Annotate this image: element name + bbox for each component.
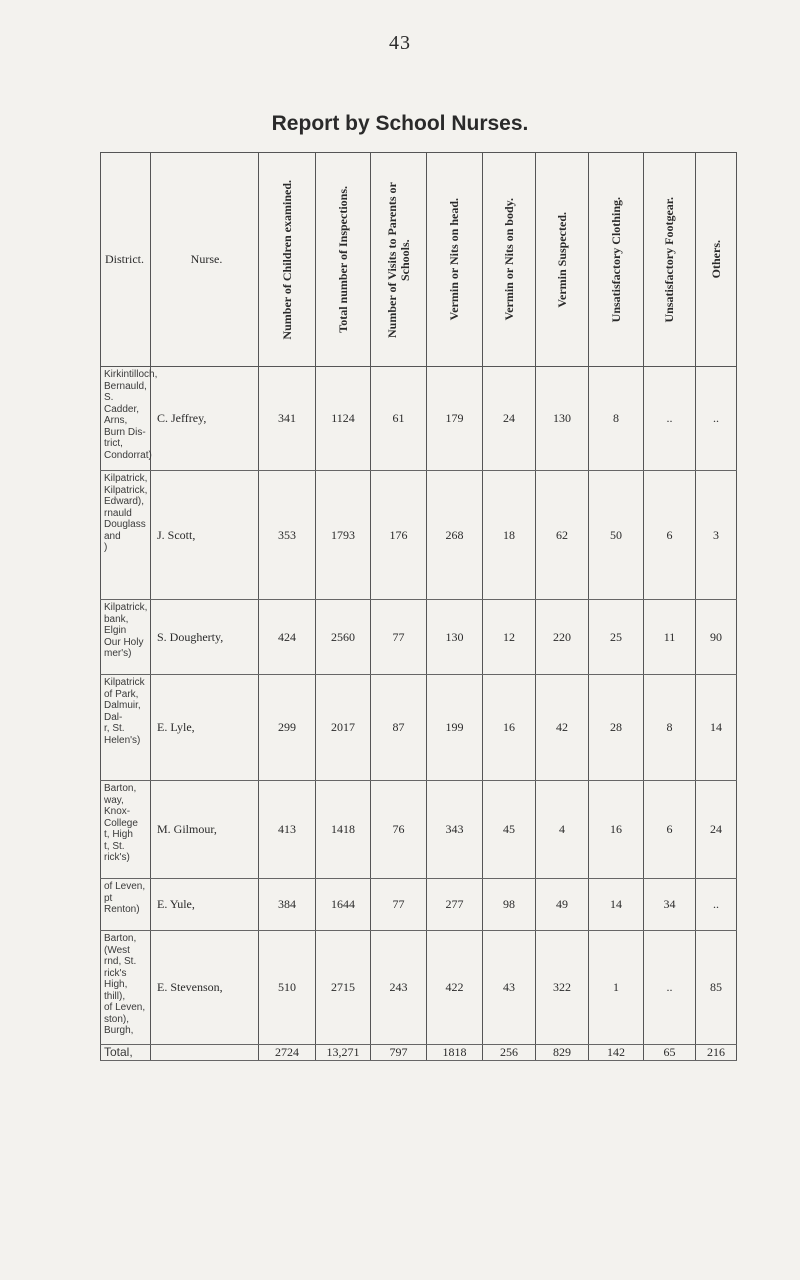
district-line: ) [104,542,108,553]
table-row [101,879,737,931]
district-line: Kilpatrick, [104,484,148,496]
table-body [101,367,737,1061]
others-cell: 24 [696,781,737,879]
district-line: trict, Condorrat) [104,438,152,461]
visits-cell: 61 [371,367,427,471]
district-line: of Leven, [104,1002,146,1013]
vermin-suspected-cell: 322 [536,931,589,1045]
table-row [101,600,737,675]
footgear-cell: 11 [644,600,696,675]
district-line: of Leven, [104,881,146,892]
total-vermin-body: 256 [483,1045,536,1061]
children-examined-cell: 299 [259,675,316,781]
header-nurse: Nurse. [151,153,259,367]
vermin-body-cell: 16 [483,675,536,781]
district-line: Kilpatrick, [104,473,148,484]
clothing-cell: 8 [589,367,644,471]
vermin-suspected-cell: 49 [536,879,589,931]
children-examined-cell: 424 [259,600,316,675]
nurse-cell: E. Yule, [151,879,259,931]
footgear-cell: 8 [644,675,696,781]
district-line: rnauld [104,507,132,519]
district-line: ston), [104,1013,130,1025]
others-cell: 14 [696,675,737,781]
clothing-cell: 28 [589,675,644,781]
total-others: 216 [696,1045,737,1061]
total-clothing: 142 [589,1045,644,1061]
table-row [101,367,737,471]
clothing-cell: 25 [589,600,644,675]
total-row [101,1045,737,1061]
table-row [101,931,737,1045]
district-line: rick's High, [104,967,128,990]
total-footgear: 65 [644,1045,696,1061]
header-children-examined: Number of Children examined. [259,153,316,367]
district-cell [101,931,151,1045]
header-vermin-body: Vermin or Nits on body. [483,153,536,367]
vermin-suspected-cell: 42 [536,675,589,781]
district-line: mer's) [104,648,132,659]
district-line: pt Renton) [104,892,140,915]
children-examined-cell: 341 [259,367,316,471]
vermin-body-cell: 18 [483,471,536,600]
clothing-cell: 1 [589,931,644,1045]
others-cell: 85 [696,931,737,1045]
district-line: Our Holy [104,636,144,648]
total-visits: 797 [371,1045,427,1061]
inspections-cell: 2715 [316,931,371,1045]
total-nurse-empty [151,1045,259,1061]
visits-cell: 243 [371,931,427,1045]
district-line: Kirkintilloch, [104,369,158,380]
district-line: Burn Dis- [104,426,146,438]
district-line: Kilpatrick, [104,602,148,613]
district-cell [101,781,151,879]
district-line: Helen's) [104,734,141,746]
district-line: Edward), [104,496,145,507]
district-line: bank, Elgin [104,613,129,636]
visits-cell: 77 [371,600,427,675]
district-line: thill), [104,990,126,1002]
header-others: Others. [696,153,737,367]
footgear-cell: 34 [644,879,696,931]
nurse-cell: C. Jeffrey, [151,367,259,471]
inspections-cell: 1124 [316,367,371,471]
nurse-cell: M. Gilmour, [151,781,259,879]
district-line: way, Knox- [104,794,131,817]
district-line: Douglass and [104,519,146,542]
total-label: Total, [101,1045,151,1061]
children-examined-cell: 413 [259,781,316,879]
total-vermin-suspected: 829 [536,1045,589,1061]
header-vermin-head: Vermin or Nits on head. [427,153,483,367]
visits-cell: 77 [371,879,427,931]
header-vermin-suspected: Vermin Suspected. [536,153,589,367]
header-district: District. [101,153,151,367]
school-nurses-report-table [100,152,737,1061]
vermin-head-cell: 277 [427,879,483,931]
vermin-head-cell: 268 [427,471,483,600]
children-examined-cell: 510 [259,931,316,1045]
total-children-examined: 2724 [259,1045,316,1061]
nurse-cell: E. Stevenson, [151,931,259,1045]
header-visits: Number of Visits to Parents or Schools. [371,153,427,367]
visits-cell: 176 [371,471,427,600]
visits-cell: 87 [371,675,427,781]
nurse-cell: S. Dougherty, [151,600,259,675]
footgear-cell: 6 [644,471,696,600]
district-line: Dalmuir, Dal- [104,700,141,723]
vermin-suspected-cell: 220 [536,600,589,675]
header-clothing: Unsatisfactory Clothing. [589,153,644,367]
header-footgear: Unsatisfactory Footgear. [644,153,696,367]
footgear-cell: .. [644,931,696,1045]
district-line: Cadder, Arns, [104,403,140,426]
others-cell: .. [696,879,737,931]
clothing-cell: 14 [589,879,644,931]
district-line: t, High [104,829,133,840]
vermin-head-cell: 422 [427,931,483,1045]
district-line: Burgh, [104,1025,134,1036]
footgear-cell: .. [644,367,696,471]
district-line: Kilpatrick [104,677,145,688]
inspections-cell: 1418 [316,781,371,879]
total-vermin-head: 1818 [427,1045,483,1061]
district-cell [101,600,151,675]
district-line: of Park, [104,688,139,700]
header-row [101,153,737,367]
nurse-cell: J. Scott, [151,471,259,600]
page-number: 43 [389,32,411,54]
table-row [101,471,737,600]
header-inspections: Total number of Inspections. [316,153,371,367]
clothing-cell: 16 [589,781,644,879]
children-examined-cell: 384 [259,879,316,931]
vermin-body-cell: 12 [483,600,536,675]
vermin-body-cell: 43 [483,931,536,1045]
vermin-suspected-cell: 62 [536,471,589,600]
district-line: rnd, St. [104,956,137,967]
inspections-cell: 1793 [316,471,371,600]
others-cell: .. [696,367,737,471]
vermin-head-cell: 199 [427,675,483,781]
vermin-suspected-cell: 4 [536,781,589,879]
district-line: Barton, [104,783,137,794]
vermin-body-cell: 45 [483,781,536,879]
district-cell [101,879,151,931]
district-line: College [104,817,138,829]
district-cell [101,471,151,600]
report-title: Report by School Nurses. [271,112,529,135]
total-inspections: 13,271 [316,1045,371,1061]
clothing-cell: 50 [589,471,644,600]
district-line: Barton, (West [104,933,137,956]
inspections-cell: 2017 [316,675,371,781]
vermin-head-cell: 343 [427,781,483,879]
visits-cell: 76 [371,781,427,879]
vermin-body-cell: 98 [483,879,536,931]
children-examined-cell: 353 [259,471,316,600]
others-cell: 3 [696,471,737,600]
others-cell: 90 [696,600,737,675]
district-line: r, St. [104,723,125,734]
vermin-body-cell: 24 [483,367,536,471]
nurse-cell: E. Lyle, [151,675,259,781]
district-cell [101,675,151,781]
district-line: t, St. [104,840,125,852]
footgear-cell: 6 [644,781,696,879]
vermin-suspected-cell: 130 [536,367,589,471]
vermin-head-cell: 130 [427,600,483,675]
inspections-cell: 1644 [316,879,371,931]
table-row [101,675,737,781]
vermin-head-cell: 179 [427,367,483,471]
inspections-cell: 2560 [316,600,371,675]
district-line: Bernauld, S. [104,380,147,403]
district-line: rick's) [104,852,130,863]
table-row [101,781,737,879]
district-cell [101,367,158,471]
